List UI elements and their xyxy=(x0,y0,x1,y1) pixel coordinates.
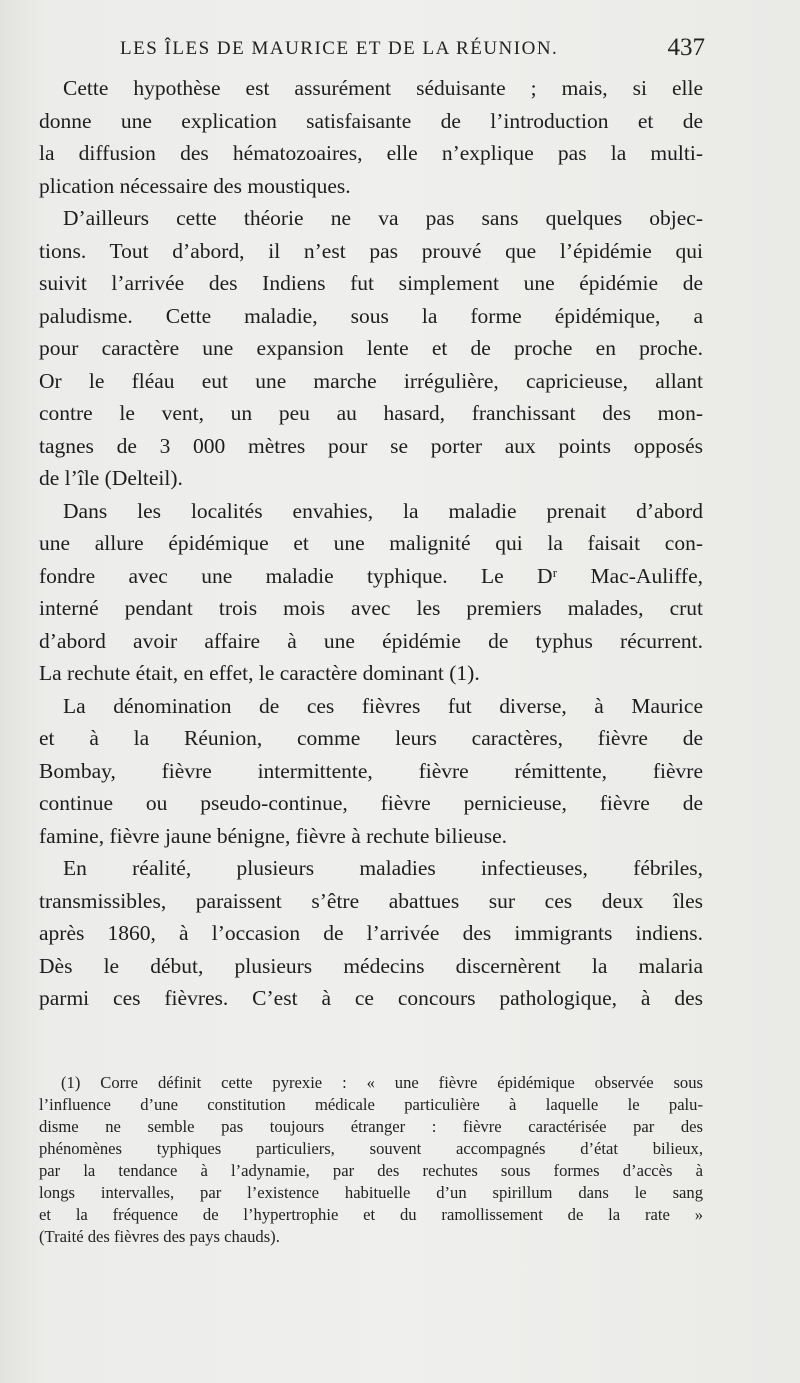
footnote-line: disme ne semble pas toujours étranger : fièvre caractérisée par des xyxy=(39,1117,703,1136)
running-title: LES ÎLES DE MAURICE ET DE LA RÉUNION. xyxy=(120,38,559,59)
footnote-line: et la fréquence de l’hypertrophie et du ramollissement de la rate » xyxy=(39,1205,703,1224)
text-line: paludisme. Cette maladie, sous la forme épidémique, a xyxy=(39,303,703,328)
footnote-line: phénomènes typhiques particuliers, souvent accompagnés d’état bilieux, xyxy=(39,1139,703,1158)
text-line: Dès le début, plusieurs médecins discernèrent la malaria xyxy=(39,953,703,978)
text-line: la diffusion des hématozoaires, elle n’explique pas la multi- xyxy=(39,141,703,165)
body-text xyxy=(39,72,703,1015)
text-line: et à la Réunion, comme leurs caractères, fièvre de xyxy=(39,726,703,750)
page-number: 437 xyxy=(667,34,705,61)
text-line: fondre avec une maladie typhique. Le Dʳ Mac-Auliffe, xyxy=(39,563,703,588)
text-line: Or le fléau eut une marche irrégulière, capricieuse, allant xyxy=(39,368,703,393)
text-line: interné pendant trois mois avec les premiers malades, crut xyxy=(39,596,703,620)
text-line: d’abord avoir affaire à une épidémie de typhus récurrent. xyxy=(39,628,703,653)
text-line: tagnes de 3 000 mètres pour se porter aux points opposés xyxy=(39,433,703,458)
text-line: parmi ces fièvres. C’est à ce concours pathologique, à des xyxy=(39,986,703,1010)
text-line: famine, fièvre jaune bénigne, fièvre à rechute bilieuse. xyxy=(39,823,507,848)
text-line: La rechute était, en effet, le caractère dominant (1). xyxy=(39,661,480,685)
text-line: après 1860, à l’occasion de l’arrivée des immigrants indiens. xyxy=(39,921,703,945)
text-line: continue ou pseudo-continue, fièvre pernicieuse, fièvre de xyxy=(39,791,703,815)
text-line: une allure épidémique et une malignité qui la faisait con- xyxy=(39,531,703,555)
text-line: Bombay, fièvre intermittente, fièvre rémittente, fièvre xyxy=(39,758,703,783)
text-line: transmissibles, paraissent s’être abattues sur ces deux îles xyxy=(39,888,703,913)
text-line: La dénomination de ces fièvres fut diverse, à Maurice xyxy=(63,693,703,718)
footnote-line: (Traité des fièvres des pays chauds). xyxy=(39,1227,280,1246)
footnote-line: (1) Corre définit cette pyrexie : « une fièvre épidémique observée sous xyxy=(61,1073,703,1092)
text-line: Dans les localités envahies, la maladie prenait d’abord xyxy=(63,498,703,523)
text-line: plication nécessaire des moustiques. xyxy=(39,173,351,198)
text-line: D’ailleurs cette théorie ne va pas sans quelques objec- xyxy=(63,206,703,230)
page-header xyxy=(40,36,705,72)
text-line: contre le vent, un peu au hasard, franchissant des mon- xyxy=(39,401,703,425)
footnote-line: longs intervalles, par l’existence habituelle d’un spirillum dans le sang xyxy=(39,1183,703,1202)
footnote xyxy=(39,1072,703,1248)
text-line: En réalité, plusieurs maladies infectieuses, fébriles, xyxy=(63,856,703,880)
text-line: pour caractère une expansion lente et de proche en proche. xyxy=(39,336,703,360)
text-line: donne une explication satisfaisante de l’introduction et de xyxy=(39,108,703,133)
footnote-line: l’influence d’une constitution médicale particulière à laquelle le palu- xyxy=(39,1095,703,1114)
text-line: Cette hypothèse est assurément séduisante ; mais, si elle xyxy=(63,76,703,100)
text-line: tions. Tout d’abord, il n’est pas prouvé que l’épidémie qui xyxy=(39,238,703,263)
footnote-line: par la tendance à l’adynamie, par des rechutes sous formes d’accès à xyxy=(39,1161,703,1180)
text-line: de l’île (Delteil). xyxy=(39,466,183,490)
text-line: suivit l’arrivée des Indiens fut simplement une épidémie de xyxy=(39,271,703,295)
